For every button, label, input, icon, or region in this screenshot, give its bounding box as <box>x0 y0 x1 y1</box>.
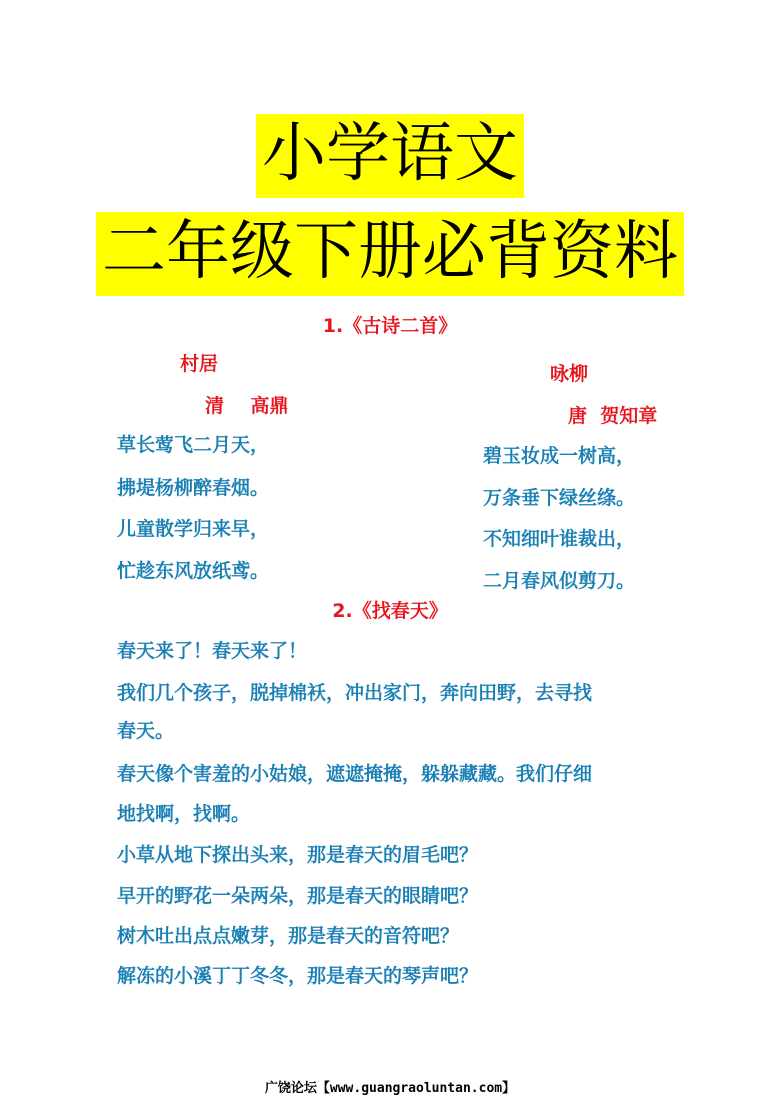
prose-line: 解冻的小溪丁丁冬冬，那是春天的琴声吧？ <box>117 965 479 987</box>
poem-left-author: 清 高鼎 <box>205 395 289 417</box>
page-subtitle <box>0 212 780 296</box>
poem-left-title: 村居 <box>180 353 219 375</box>
title-line-1: 小学语文 <box>256 114 524 198</box>
poem-right-line: 不知细叶谁裁出， <box>483 528 636 550</box>
prose-line: 春天。 <box>117 720 175 742</box>
poem-left-line: 忙趁东风放纸鸢。 <box>117 560 270 582</box>
prose-line: 小草从地下探出头来，那是春天的眉毛吧？ <box>117 844 479 866</box>
prose-line: 我们几个孩子，脱掉棉袄，冲出家门，奔向田野，去寻找 <box>117 682 593 704</box>
prose-line: 春天像个害羞的小姑娘，遮遮掩掩，躲躲藏藏。我们仔细 <box>117 763 593 785</box>
poem-right-line: 碧玉妆成一树高， <box>483 445 636 467</box>
prose-line: 树木吐出点点嫩芽，那是春天的音符吧？ <box>117 925 460 947</box>
prose-line: 春天来了！春天来了！ <box>117 640 308 662</box>
footer-credit: 广饶论坛【www.guangraoluntan.com】 <box>264 1081 516 1096</box>
poem-right-line: 二月春风似剪刀。 <box>483 570 636 592</box>
prose-line: 地找啊，找啊。 <box>117 803 251 825</box>
section-1-heading: 1.《古诗二首》 <box>322 315 458 337</box>
poem-right-title: 咏柳 <box>550 363 589 385</box>
page-title <box>0 114 780 198</box>
poem-left-line: 草长莺飞二月天， <box>117 434 270 456</box>
prose-line: 早开的野花一朵两朵，那是春天的眼睛吧？ <box>117 885 479 907</box>
title-line-2: 二年级下册必背资料 <box>96 212 684 296</box>
poem-right-author: 唐 贺知章 <box>568 405 658 427</box>
section-2-heading: 2.《找春天》 <box>332 600 448 622</box>
poem-right-line: 万条垂下绿丝绦。 <box>483 487 636 509</box>
poem-left-line: 拂堤杨柳醉春烟。 <box>117 477 270 499</box>
poem-left-line: 儿童散学归来早， <box>117 518 270 540</box>
